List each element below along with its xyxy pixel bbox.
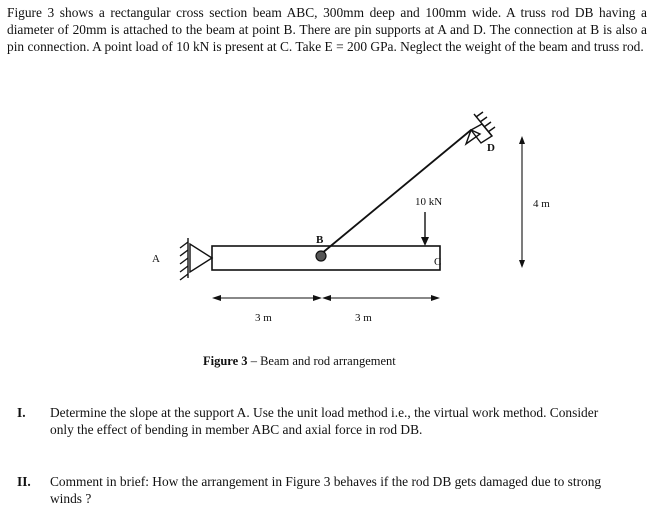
- question-2-text: Comment in brief: How the arrangement in Figure 3 behaves if the rod DB gets damaged due to strong winds ?: [50, 474, 602, 506]
- span-ab-label: 3 m: [255, 312, 272, 324]
- figure-caption-text: – Beam and rod arrangement: [247, 354, 396, 368]
- figure-caption-number: Figure 3: [203, 354, 248, 368]
- figure-caption: [203, 354, 396, 368]
- span-bc-arrow-left: [322, 295, 331, 301]
- height-arrow-top: [519, 136, 525, 144]
- problem-statement: Figure 3 shows a rectangular cross section beam ABC, 300mm deep and 100mm wide. A truss rod DB having a diameter of 20mm is attached to the beam at point B. There are pin supports at A and D. The connection at B is also a pin connection. A point load of 10 kN is present at C. Take E = 200 GPa. Neglect the weight of the beam and truss rod.: [7, 5, 647, 54]
- pin-support-d: [466, 112, 495, 144]
- label-a: A: [152, 253, 160, 265]
- label-b: B: [316, 234, 324, 246]
- pin-support-a: [180, 238, 212, 280]
- span-bc-label: 3 m: [355, 312, 372, 324]
- label-d: D: [487, 142, 495, 154]
- load-arrow-head: [421, 237, 429, 246]
- label-c: C: [434, 256, 442, 268]
- load-label: 10 kN: [415, 196, 443, 208]
- question-2-number: II.: [17, 474, 31, 489]
- question-1-number: I.: [17, 405, 26, 420]
- span-ab-arrow-left: [212, 295, 221, 301]
- truss-rod-db: [321, 130, 471, 254]
- span-bc-arrow-right: [431, 295, 440, 301]
- pin-b: [316, 251, 326, 261]
- height-dimension-label: 4 m: [533, 198, 550, 210]
- height-arrow-bottom: [519, 260, 525, 268]
- question-1-text: Determine the slope at the support A. Use the unit load method i.e., the virtual work method. Consider only the effect of bending in member ABC and axial force in rod DB.: [50, 405, 599, 437]
- span-ab-arrow-right: [313, 295, 322, 301]
